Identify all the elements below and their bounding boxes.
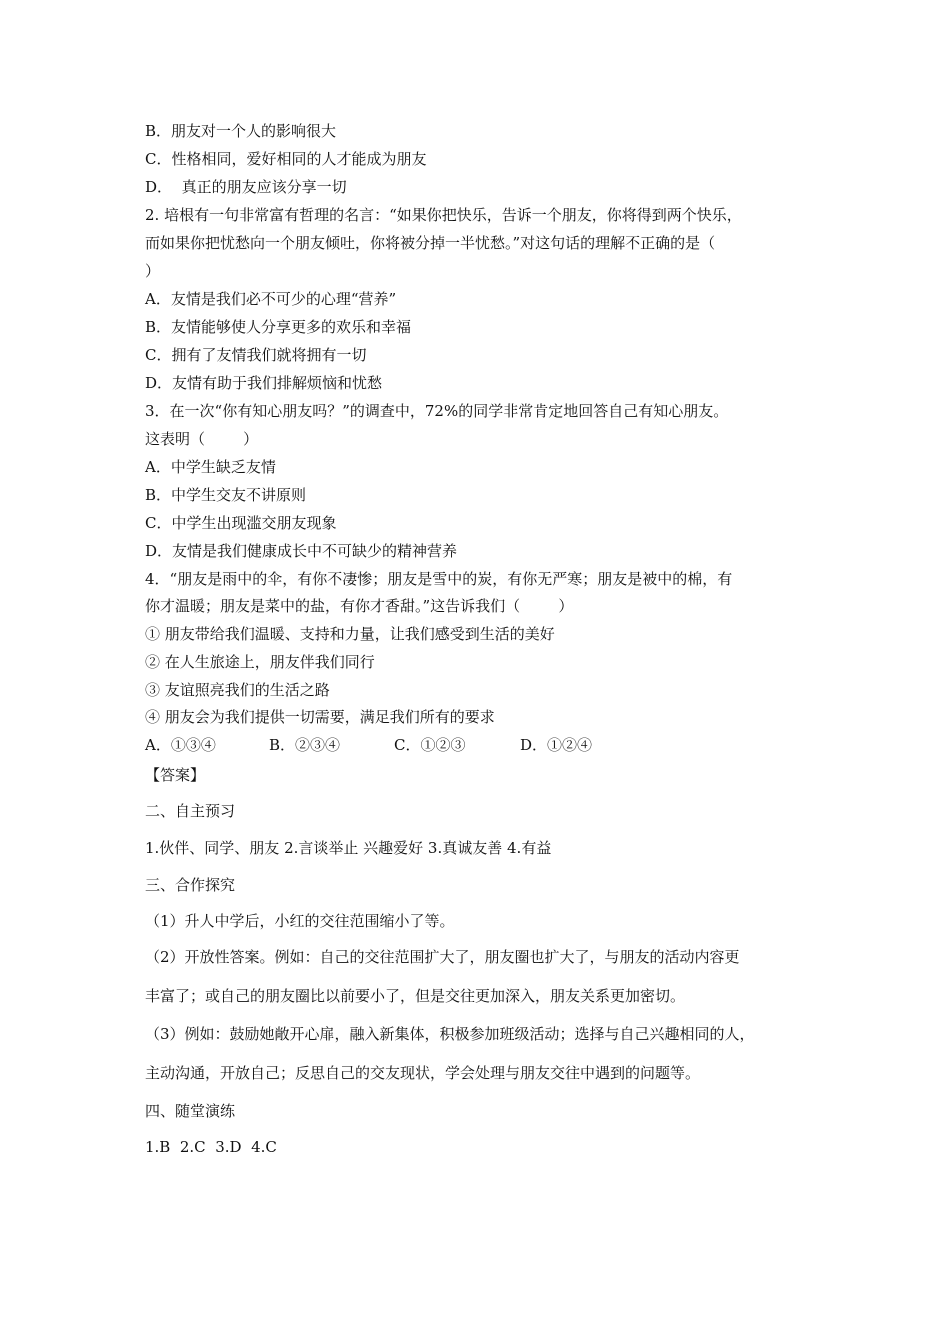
q4-stem-line-2: 你才温暖；朋友是菜中的盐，有你才香甜。”这告诉我们（ ） [145, 597, 574, 615]
q3-option-c: C．中学生出现滥交朋友现象 [145, 514, 337, 532]
section3-paragraph-2-line-1: （2）开放性答案。例如：自己的交往范围扩大了，朋友圈也扩大了，与朋友的活动内容更 [145, 948, 740, 966]
q4-stem-line-1: 4．“朋友是雨中的伞，有你不凄惨；朋友是雪中的炭，有你无严寒；朋友是被中的棉，有 [145, 570, 733, 588]
q1-option-b: B．朋友对一个人的影响很大 [145, 122, 337, 140]
section3-paragraph-1: （1）升人中学后，小红的交往范围缩小了等。 [145, 912, 455, 930]
q3-option-d: D．友情是我们健康成长中不可缺少的精神营养 [145, 542, 458, 560]
q1-option-d: D． 真正的朋友应该分享一切 [145, 178, 347, 196]
q3-option-b: B．中学生交友不讲原则 [145, 486, 307, 504]
section2-title: 二、自主预习 [145, 802, 236, 820]
q1-option-c: C．性格相同，爱好相同的人才能成为朋友 [145, 150, 427, 168]
q2-stem-line-2: 而如果你把忧愁向一个朋友倾吐，你将被分掉一半忧愁。”对这句话的理解不正确的是（ [145, 234, 716, 252]
section3-paragraph-3-line-2: 主动沟通，开放自己；反思自己的交友现状，学会处理与朋友交往中遇到的问题等。 [145, 1064, 701, 1082]
q2-stem-line-3: ） [145, 262, 161, 280]
q4-option-d: D．①②④ [520, 736, 593, 754]
q4-option-a: A．①③④ [145, 736, 216, 754]
section3-title: 三、合作探究 [145, 876, 236, 894]
q2-stem-line-1: 2. 培根有一句非常富有哲理的名言：“如果你把快乐，告诉一个朋友，你将得到两个快乐， [145, 206, 742, 224]
q4-statement-3: ③ 友谊照亮我们的生活之路 [145, 681, 330, 699]
q2-option-d: D．友情有助于我们排解烦恼和忧愁 [145, 374, 383, 392]
section4-title: 四、随堂演练 [145, 1102, 236, 1120]
section4-answer: 1.B 2.C 3.D 4.C [145, 1138, 277, 1156]
q4-statement-4: ④ 朋友会为我们提供一切需要，满足我们所有的要求 [145, 708, 495, 726]
q4-statement-1: ① 朋友带给我们温暖、支持和力量，让我们感受到生活的美好 [145, 625, 555, 643]
q4-option-c: C．①②③ [394, 736, 466, 754]
q3-option-a: A．中学生缺乏友情 [145, 458, 276, 476]
section3-paragraph-3-line-1: （3）例如：鼓励她敞开心扉，融入新集体，积极参加班级活动；选择与自己兴趣相同的人， [145, 1025, 755, 1043]
q4-statement-2: ② 在人生旅途上，朋友伴我们同行 [145, 653, 375, 671]
answer-heading: 【答案】 [145, 766, 206, 784]
q4-option-b: B．②③④ [269, 736, 341, 754]
section2-answer: 1.伙伴、同学、朋友 2.言谈举止 兴趣爱好 3.真诚友善 4.有益 [145, 839, 552, 857]
q3-stem-line-1: 3．在一次“你有知心朋友吗？”的调查中，72%的同学非常肯定地回答自己有知心朋友。 [145, 402, 729, 420]
q2-option-b: B．友情能够使人分享更多的欢乐和幸福 [145, 318, 412, 336]
q2-option-c: C．拥有了友情我们就将拥有一切 [145, 346, 367, 364]
q2-option-a: A．友情是我们必不可少的心理“营养” [145, 290, 397, 308]
section3-paragraph-2-line-2: 丰富了；或自己的朋友圈比以前要小了，但是交往更加深入，朋友关系更加密切。 [145, 987, 686, 1005]
q3-stem-line-2: 这表明（ ） [145, 430, 259, 448]
